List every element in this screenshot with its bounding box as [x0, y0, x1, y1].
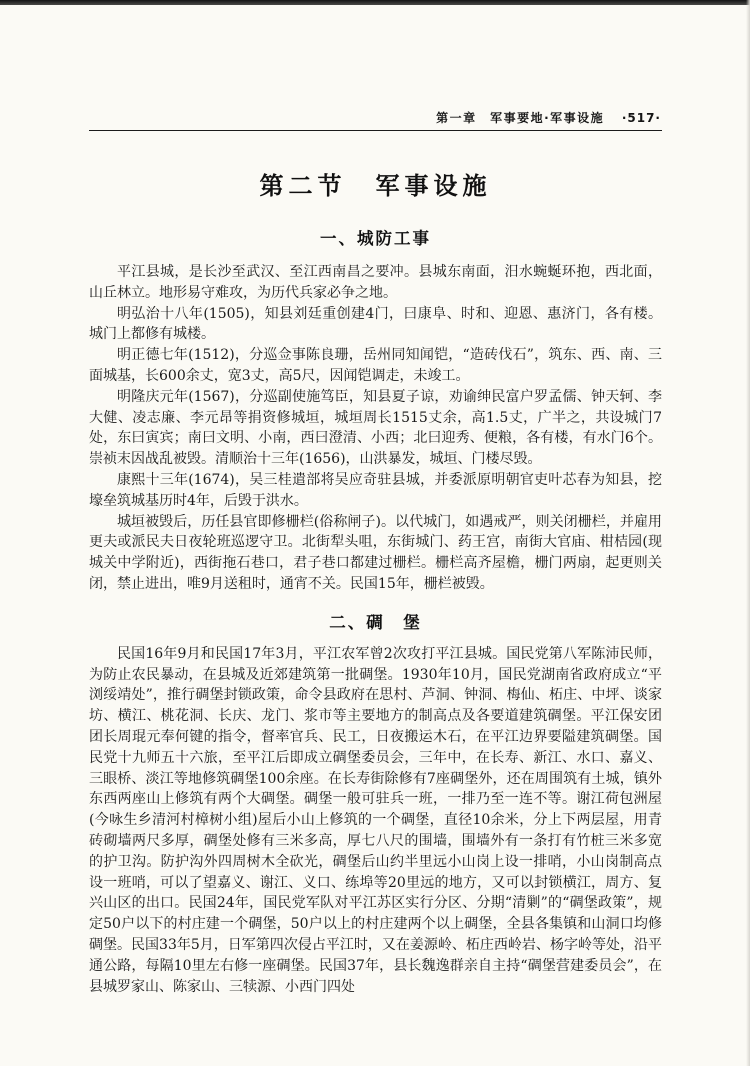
- subsection-1-heading: 一、城防工事: [320, 229, 431, 248]
- paragraph: 平江县城，是长沙至武汉、至江西南昌之要冲。县城东南面，汨水蜿蜒环抱，西北面，山丘林立。地形易守难攻，为历代兵家必争之地。: [89, 264, 662, 301]
- page-content: [89, 138, 662, 997]
- scan-edge-artifact: [0, 0, 750, 5]
- scan-side-shade: [746, 0, 750, 1066]
- paragraph: 民国16年9月和民国17年3月，平江农军曾2次攻打平江县城。国民党第八军陈沛民师，为防止农民暴动，在县城及近郊建筑第一批碉堡。1930年10月，国民党湖南省政府成立“平浏绥靖处”，推行碉堡封锁政策，命令县政府在思村、芦洞、钟洞、梅仙、柘庄、中坪、谈家坊、横江、桃花洞、长庆、龙门、浆市等主要地方的制高点及各要道建筑碉堡。平江保安团团长周琨元奉何键的指令，督率官兵、民工，日夜搬运木石，在平江边界要隘建筑碉堡。国民党十九师五十六旅，至平江后即成立碉堡委员会，三年中，在长寿、新江、水口、嘉义、三眼桥、淡江等地修筑碉堡100余座。在长寿街除修有7座碉堡外，还在周围筑有土城，镇外东西两座山上修筑有两个大碉堡。碉堡一般可驻兵一班，一排乃至一连不等。谢江荷包洲屋(今咏生乡清河村樟树小组)屋后小山上修筑的一个碉堡，直径10余米，分上下两层屋，用青砖砌墙两尺多厚，碉堡处修有三米多高，厚七八尺的围墙，围墙外有一条打有竹桩三米多宽的护卫沟。防护沟外四周树木全砍光，碉堡后山约半里远小山岗上设一排哨，小山岗制高点设一班哨，可以了望嘉义、谢江、义口、练埠等20里远的地方，又可以封锁横江，周方、复兴山区的出口。民国24年，国民党军队对平江苏区实行分区、分期“清剿”的“碉堡政策”，规定50户以下的村庄建一个碉堡，50户以上的村庄建两个以上碉堡，全县各集镇和山洞口均修碉堡。民国33年5月，日军第四次侵占平江时，又在姜源岭、柘庄西岭岩、杨字岭等处，沿平通公路，每隔10里左右修一座碉堡。民国37年，县长魏逸群亲自主持“碉堡营建委员会”，在县城罗家山、陈家山、三犊源、小西门四处: [89, 645, 662, 995]
- page-title: 第二节 军事设施: [259, 172, 492, 200]
- header-rule: [89, 130, 662, 131]
- paragraph: 明隆庆元年(1567)，分巡副使施笃臣，知县夏子谅，劝谕绅民富户罗孟儒、钟天轲、李大健、凌志廉、李元昂等捐资修城垣，城垣周长1515丈余，高1.5丈，广半之，共设城门7处，东曰寅宾；南曰文明、小南，西曰澄清、小西；北曰迎秀、便粮，各有楼，有水门6个。崇祯末因战乱被毁。清顺治十三年(1656)，山洪暴发，城垣、门楼尽毁。: [89, 388, 662, 468]
- page-number: ·517·: [621, 111, 661, 125]
- subsection-2-heading: 二、碉 堡: [329, 612, 422, 632]
- section-2-body: [89, 644, 662, 998]
- paragraph: 明弘治十八年(1505)，知县刘廷重创建4门，曰康阜、时和、迎恩、惠济门，各有楼。城门上都修有城楼。: [89, 305, 662, 343]
- running-header: [436, 109, 661, 126]
- paragraph: 康熙十三年(1674)，吴三桂遣部将吴应奇驻县城，并委派原明朝官吏叶芯春为知县，挖壕垒筑城基历时4年，后毁于洪水。: [89, 471, 662, 509]
- paragraph: 明正德七年(1512)，分巡佥事陈良珊，岳州同知闻铠，“造砖伐石”，筑东、西、南、三面城基，长600余丈，宽3丈，高5尺，因闻铠调走，未竣工。: [89, 347, 662, 384]
- chapter-header-text: 第一章 军事要地·军事设施: [436, 111, 605, 125]
- section-1-body: [89, 262, 662, 595]
- paragraph: 城垣被毁后，历任县官即修栅栏(俗称闸子)。以代城门，如遇戒严，则关闭栅栏，并雇用更夫或派民夫日夜轮班巡逻守卫。北街犁头咀，东街城门、药王宫，南街大官庙、柑桔园(现城关中学附近)，西街拖石巷口，君子巷口都建过栅栏。栅栏高齐屋檐，栅门两扇，起更则关闭，禁止进出，唯9月送租时，通宵不关。民国15年，栅栏被毁。: [89, 513, 662, 592]
